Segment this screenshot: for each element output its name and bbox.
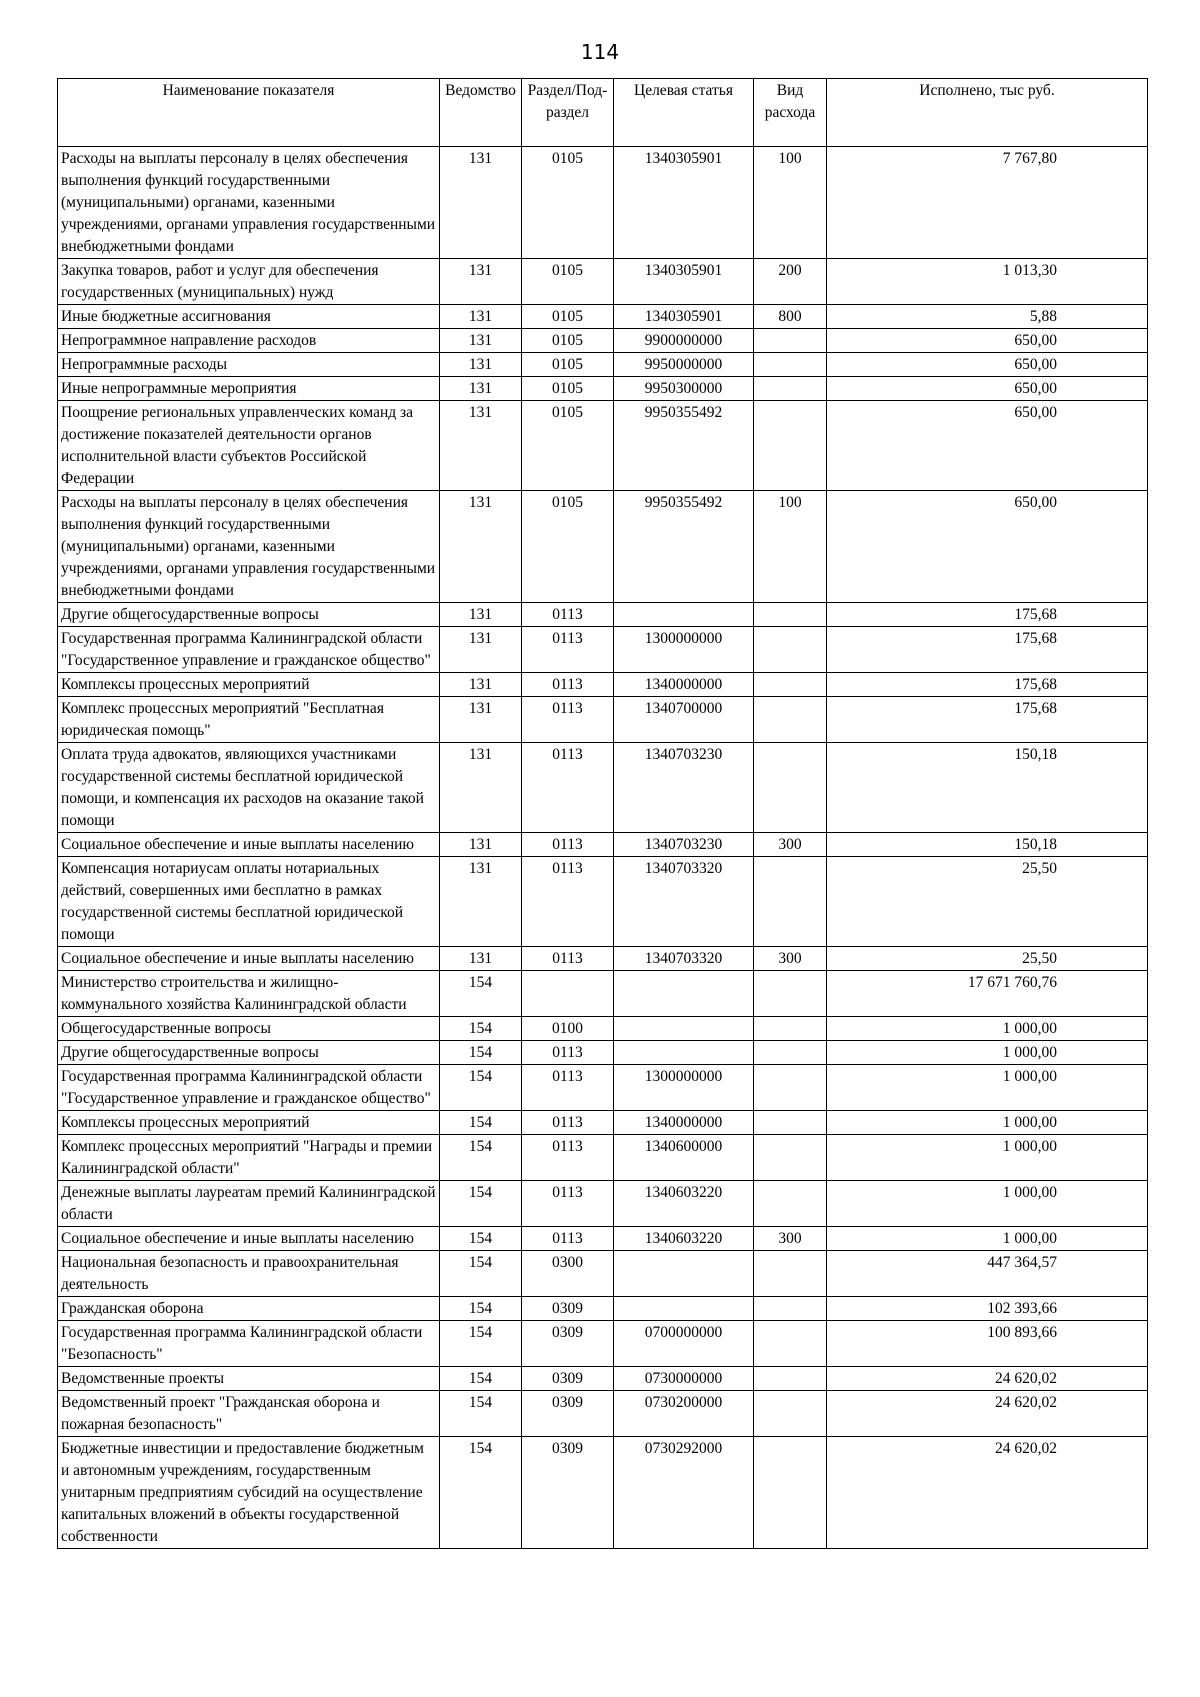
row-amount: 1 000,00 [827,1111,1148,1135]
table-row [58,673,1148,697]
row-dept: 154 [440,1391,522,1437]
row-dept: 154 [440,1181,522,1227]
row-target: 1340305901 [614,305,754,329]
table-row [58,947,1148,971]
table-row [58,857,1148,947]
row-dept: 131 [440,627,522,673]
row-dept: 131 [440,329,522,353]
row-target: 9950355492 [614,491,754,603]
row-type [754,697,827,743]
table-row [58,329,1148,353]
row-type: 300 [754,947,827,971]
row-section: 0113 [522,1181,614,1227]
row-target: 9950355492 [614,401,754,491]
row-target: 1340703320 [614,947,754,971]
row-type [754,1135,827,1181]
row-section: 0105 [522,491,614,603]
table-header-row [58,79,1148,147]
row-dept: 154 [440,1367,522,1391]
table-row [58,1181,1148,1227]
table-row [58,401,1148,491]
row-section: 0113 [522,947,614,971]
row-amount: 1 013,30 [827,259,1148,305]
row-target: 1340700000 [614,697,754,743]
row-amount: 24 620,02 [827,1437,1148,1549]
row-type: 300 [754,833,827,857]
row-section: 0113 [522,603,614,627]
row-type [754,1251,827,1297]
row-dept: 154 [440,1297,522,1321]
row-target [614,1251,754,1297]
row-type [754,627,827,673]
row-dept: 131 [440,673,522,697]
row-dept: 154 [440,1017,522,1041]
row-section: 0113 [522,673,614,697]
row-target [614,1041,754,1065]
row-dept: 131 [440,147,522,259]
row-target: 1300000000 [614,1065,754,1111]
table-row [58,377,1148,401]
row-name: Закупка товаров, работ и услуг для обеспечения государственных (муниципальных) нужд [58,259,440,305]
row-target: 9950000000 [614,353,754,377]
row-name: Иные бюджетные ассигнования [58,305,440,329]
row-dept: 131 [440,743,522,833]
row-target: 9950300000 [614,377,754,401]
table-row [58,1321,1148,1367]
row-dept: 131 [440,377,522,401]
row-name: Непрограммное направление расходов [58,329,440,353]
row-name: Министерство строительства и жилищно-коммунального хозяйства Калининградской области [58,971,440,1017]
row-section: 0309 [522,1391,614,1437]
row-type [754,401,827,491]
row-name: Государственная программа Калининградской области "Государственное управление и гражданское общество" [58,1065,440,1111]
row-type: 300 [754,1227,827,1251]
table-row [58,1437,1148,1549]
row-name: Общегосударственные вопросы [58,1017,440,1041]
row-amount: 150,18 [827,833,1148,857]
row-amount: 24 620,02 [827,1391,1148,1437]
row-name: Денежные выплаты лауреатам премий Калининградской области [58,1181,440,1227]
row-amount: 1 000,00 [827,1181,1148,1227]
row-target: 1340000000 [614,673,754,697]
row-dept: 131 [440,401,522,491]
row-section: 0105 [522,377,614,401]
row-target: 0730292000 [614,1437,754,1549]
row-amount: 175,68 [827,603,1148,627]
row-dept: 131 [440,857,522,947]
budget-table [57,78,1148,1549]
row-name: Иные непрограммные мероприятия [58,377,440,401]
row-target: 9900000000 [614,329,754,353]
row-dept: 131 [440,947,522,971]
table-row [58,353,1148,377]
row-dept: 154 [440,1321,522,1367]
table-row [58,743,1148,833]
table-row [58,1367,1148,1391]
row-target: 1340703320 [614,857,754,947]
row-name: Комплексы процессных мероприятий [58,673,440,697]
table-row [58,147,1148,259]
row-target [614,1017,754,1041]
row-section: 0105 [522,401,614,491]
row-name: Ведомственные проекты [58,1367,440,1391]
table-row [58,1041,1148,1065]
row-target: 0700000000 [614,1321,754,1367]
row-dept: 131 [440,259,522,305]
row-type [754,1065,827,1111]
row-amount: 24 620,02 [827,1367,1148,1391]
row-target: 1340305901 [614,147,754,259]
row-type [754,1041,827,1065]
row-amount: 102 393,66 [827,1297,1148,1321]
row-name: Гражданская оборона [58,1297,440,1321]
row-amount: 650,00 [827,377,1148,401]
row-section: 0105 [522,305,614,329]
row-dept: 154 [440,1135,522,1181]
row-type [754,329,827,353]
row-section: 0113 [522,743,614,833]
row-dept: 154 [440,1111,522,1135]
row-section: 0113 [522,833,614,857]
row-amount: 100 893,66 [827,1321,1148,1367]
table-row [58,259,1148,305]
row-target: 1300000000 [614,627,754,673]
row-section: 0309 [522,1367,614,1391]
table-row [58,971,1148,1017]
row-section: 0100 [522,1017,614,1041]
row-dept: 154 [440,1227,522,1251]
header-amount: Исполнено, тыс руб. [827,79,1148,147]
row-name: Поощрение региональных управленческих команд за достижение показателей деятельности органов исполнительной власти субъектов Российской Федерации [58,401,440,491]
row-name: Компенсация нотариусам оплаты нотариальных действий, совершенных ими бесплатно в рамках государственной системы бесплатной юридической помощи [58,857,440,947]
table-row [58,491,1148,603]
row-type [754,971,827,1017]
row-section: 0309 [522,1297,614,1321]
row-target: 1340000000 [614,1111,754,1135]
table-row [58,603,1148,627]
row-name: Национальная безопасность и правоохранительная деятельность [58,1251,440,1297]
row-section: 0105 [522,329,614,353]
row-dept: 131 [440,603,522,627]
row-type [754,1367,827,1391]
row-section: 0113 [522,627,614,673]
row-name: Государственная программа Калининградской области "Государственное управление и гражданское общество" [58,627,440,673]
row-type [754,743,827,833]
row-amount: 5,88 [827,305,1148,329]
row-dept: 154 [440,1251,522,1297]
row-section: 0300 [522,1251,614,1297]
table-row [58,1111,1148,1135]
row-dept: 154 [440,1041,522,1065]
header-type: Вид расхода [754,79,827,147]
row-type [754,1321,827,1367]
page-number: 114 [580,40,620,64]
row-name: Социальное обеспечение и иные выплаты населению [58,947,440,971]
table-row [58,1391,1148,1437]
header-name: Наименование показателя [58,79,440,147]
row-name: Комплексы процессных мероприятий [58,1111,440,1135]
row-section: 0113 [522,1111,614,1135]
row-name: Социальное обеспечение и иные выплаты населению [58,833,440,857]
row-amount: 175,68 [827,697,1148,743]
header-target: Целевая статья [614,79,754,147]
row-target: 1340703230 [614,743,754,833]
table-row [58,1017,1148,1041]
row-amount: 175,68 [827,673,1148,697]
row-section: 0113 [522,697,614,743]
row-target: 1340703230 [614,833,754,857]
row-dept: 131 [440,491,522,603]
row-amount: 1 000,00 [827,1227,1148,1251]
table-row [58,627,1148,673]
row-target [614,971,754,1017]
row-type: 100 [754,491,827,603]
row-target: 1340603220 [614,1227,754,1251]
row-amount: 7 767,80 [827,147,1148,259]
row-target [614,603,754,627]
header-section: Раздел/Под-раздел [522,79,614,147]
row-target: 1340603220 [614,1181,754,1227]
row-type: 800 [754,305,827,329]
row-name: Расходы на выплаты персоналу в целях обеспечения выполнения функций государственными (муниципальными) органами, казенными учреждениями, органами управления государственными внебюджетными фондами [58,491,440,603]
row-section: 0309 [522,1321,614,1367]
row-section: 0113 [522,1041,614,1065]
row-name: Ведомственный проект "Гражданская оборона и пожарная безопасность" [58,1391,440,1437]
row-type [754,1017,827,1041]
table-row [58,1251,1148,1297]
row-target: 0730000000 [614,1367,754,1391]
row-type: 200 [754,259,827,305]
row-name: Социальное обеспечение и иные выплаты населению [58,1227,440,1251]
row-amount: 1 000,00 [827,1041,1148,1065]
row-amount: 1 000,00 [827,1135,1148,1181]
table-row [58,1065,1148,1111]
row-section: 0113 [522,1227,614,1251]
row-type: 100 [754,147,827,259]
row-amount: 1 000,00 [827,1017,1148,1041]
row-amount: 1 000,00 [827,1065,1148,1111]
row-amount: 25,50 [827,947,1148,971]
row-target [614,1297,754,1321]
row-section: 0113 [522,1065,614,1111]
row-type [754,377,827,401]
row-name: Непрограммные расходы [58,353,440,377]
row-dept: 131 [440,833,522,857]
row-amount: 447 364,57 [827,1251,1148,1297]
row-type [754,857,827,947]
row-section [522,971,614,1017]
row-amount: 650,00 [827,329,1148,353]
row-amount: 25,50 [827,857,1148,947]
row-type [754,1111,827,1135]
row-name: Другие общегосударственные вопросы [58,1041,440,1065]
table-row [58,697,1148,743]
row-name: Государственная программа Калининградской области "Безопасность" [58,1321,440,1367]
row-name: Расходы на выплаты персоналу в целях обеспечения выполнения функций государственными (муниципальными) органами, казенными учреждениями, органами управления государственными внебюджетными фондами [58,147,440,259]
table-row [58,305,1148,329]
header-dept: Ведомство [440,79,522,147]
row-amount: 175,68 [827,627,1148,673]
row-type [754,1437,827,1549]
row-section: 0113 [522,1135,614,1181]
row-type [754,353,827,377]
table-row [58,1297,1148,1321]
row-name: Комплекс процессных мероприятий "Бесплатная юридическая помощь" [58,697,440,743]
row-section: 0309 [522,1437,614,1549]
row-type [754,673,827,697]
row-amount: 650,00 [827,401,1148,491]
row-name: Бюджетные инвестиции и предоставление бюджетным и автономным учреждениям, государственным унитарным предприятиям субсидий на осуществление капитальных вложений в объекты государственной собственности [58,1437,440,1549]
row-name: Оплата труда адвокатов, являющихся участниками государственной системы бесплатной юридической помощи, и компенсация их расходов на оказание такой помощи [58,743,440,833]
row-section: 0105 [522,259,614,305]
row-target: 1340600000 [614,1135,754,1181]
row-name: Другие общегосударственные вопросы [58,603,440,627]
table-row [58,1135,1148,1181]
row-type [754,1391,827,1437]
row-section: 0105 [522,353,614,377]
row-target: 1340305901 [614,259,754,305]
row-dept: 154 [440,1437,522,1549]
row-amount: 17 671 760,76 [827,971,1148,1017]
table-row [58,1227,1148,1251]
row-amount: 150,18 [827,743,1148,833]
row-dept: 154 [440,971,522,1017]
row-target: 0730200000 [614,1391,754,1437]
row-dept: 131 [440,353,522,377]
row-amount: 650,00 [827,353,1148,377]
row-dept: 154 [440,1065,522,1111]
table-row [58,833,1148,857]
row-type [754,1181,827,1227]
row-amount: 650,00 [827,491,1148,603]
row-dept: 131 [440,697,522,743]
row-section: 0105 [522,147,614,259]
row-type [754,1297,827,1321]
row-dept: 131 [440,305,522,329]
row-name: Комплекс процессных мероприятий "Награды и премии Калининградской области" [58,1135,440,1181]
row-section: 0113 [522,857,614,947]
row-type [754,603,827,627]
